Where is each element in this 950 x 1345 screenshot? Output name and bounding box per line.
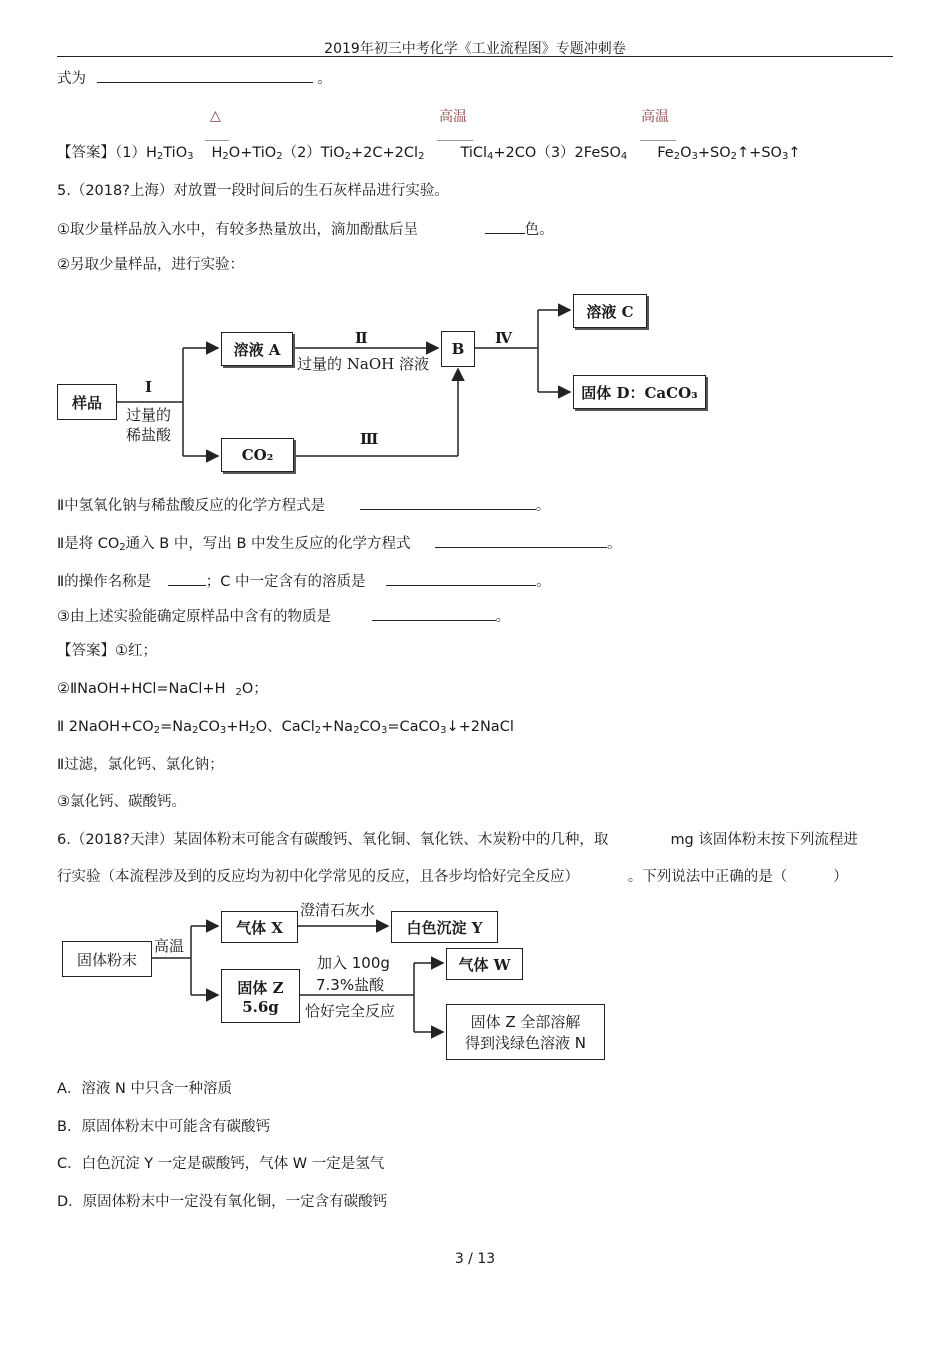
q5-question2 [57,533,622,557]
formula-text: +2C+2Cl [351,145,419,161]
q5-question3-text: Ⅱ的操作名称是 [57,574,152,590]
answer5-line2 [57,680,268,702]
formula-text: Fe [657,145,674,161]
formula-text: +H [226,719,250,735]
q6-line2 [57,868,848,886]
answer5-line3 [57,718,514,740]
subscript: 2 [353,725,360,736]
condition-high-temp: 高温 [439,109,467,125]
formula-text: O [680,145,692,161]
answer-blank [372,606,496,621]
q5-part1-text: ①取少量样品放入水中，有较多热量放出，滴加酚酞后呈 [57,222,418,238]
q5-question1 [57,495,550,515]
subscript: 4 [620,151,628,162]
q6-text: mg 该固体粉末按下列流程进 [670,832,858,848]
formula-text: O； [241,681,268,697]
solid-z-box [221,969,300,1023]
step-label: Ⅱ [355,329,368,347]
period: 。 [536,574,551,590]
formula-prefix: 式为 [57,71,86,87]
q5-part2: ②另取少量样品，进行实验： [57,257,244,273]
subscript: 3 [380,725,388,736]
step-label: Ⅰ [145,378,153,396]
answer5-line1: 【答案】①红； [57,643,157,659]
subscript: 2 [156,151,164,162]
q6-text: 行实验（本流程涉及到的反应均为初中化学常见的反应，且各步均恰好完全反应） [57,869,572,885]
formula-text: Ⅱ 2NaOH+CO [57,719,154,735]
answer-blank [168,571,206,586]
answer-blank [386,571,536,586]
formula-text: +SO [697,145,731,161]
subscript: 3 [440,725,447,736]
subscript: 2 [673,151,681,162]
formula-text: =CaCO [387,719,441,735]
formula-text: H [211,145,223,161]
solid-z-mass: 5.6g [242,997,279,1016]
formula-text: ↑ [788,145,801,161]
step-label: Ⅳ [495,329,513,347]
formula-text: O+TiO [228,145,277,161]
formula-text: =Na [160,719,192,735]
subscript: 2 [153,725,161,736]
subscript: 2 [276,151,283,162]
q5-part1-end: 色。 [524,222,554,238]
q5-question3 [57,571,551,591]
solution-n-box [446,1004,605,1060]
q6-text: 。下列说法中正确的是（ [627,869,788,885]
precipitate-y-box: 白色沉淀 Y [391,911,498,943]
subscript: 2 [249,725,256,736]
period: 。 [495,609,511,625]
step-label: Ⅲ [360,430,379,448]
period: 。 [535,498,551,514]
subscript: 2 [191,725,199,736]
acid-label-1: 加入 100g [317,954,390,972]
subscript: 2 [344,151,352,162]
subscript: 3 [187,151,194,162]
page-header-title: 2019年初三中考化学《工业流程图》专题冲刺卷 [324,41,626,57]
q6-line1 [57,831,858,849]
answer5-line5: ③氯化钙、碳酸钙。 [57,794,186,810]
sample-box: 样品 [57,384,117,420]
subscript: 3 [691,151,698,162]
q5-question4 [57,606,510,626]
gas-x-box: 气体 X [221,911,298,943]
solid-d-box: 固体 D：CaCO₃ [573,375,706,409]
answer5-line4: Ⅱ过滤，氯化钙、氯化钠； [57,757,224,773]
answer-label: 【答案】（1）H [57,145,157,161]
subscript: 2 [222,151,229,162]
option-c: C．白色沉淀 Y 一定是碳酸钙，气体 W 一定是氢气 [57,1156,385,1172]
formula-text: CO [359,719,381,735]
formula-text: CO [198,719,220,735]
q6-text: ） [833,869,848,885]
option-b: B．原固体粉末中可能含有碳酸钙 [57,1119,270,1135]
subscript: 4 [487,151,494,162]
option-a: A．溶液 N 中只含一种溶质 [57,1081,232,1097]
solution-n-line1: 固体 Z 全部溶解 [470,1013,581,1031]
period: 。 [317,71,332,87]
step-note: 稀盐酸 [126,426,172,444]
formula-text: +Na [321,719,354,735]
solution-n-line2: 得到浅绿色溶液 N [465,1034,586,1052]
limewater-label: 澄清石灰水 [300,901,376,919]
q5-question4-text: ③由上述实验能确定原样品中含有的物质是 [57,609,331,625]
subscript: 3 [781,151,789,162]
period: 。 [607,536,622,552]
q5-question2-text: Ⅱ是将 CO [57,536,120,552]
q5-question1-text: Ⅱ中氢氧化钠与稀盐酸反应的化学方程式是 [57,498,326,514]
q5-question2-text: 通入 B 中，写出 B 中发生反应的化学方程式 [125,536,411,552]
formula-text: （2）TiO [282,145,345,161]
formula-text: ↑+SO [737,145,782,161]
condition-high-temp: 高温 [641,109,669,125]
option-d: D．原固体粉末中一定没有氧化铜，一定含有碳酸钙 [57,1194,388,1210]
subscript: 3 [219,725,227,736]
q6-text: 6.（2018?天津）某固体粉末可能含有碳酸钙、氧化铜、氧化铁、木炭粉中的几种，取 [57,832,609,848]
acid-label-2: 7.3%盐酸 [316,976,385,994]
heat-label: 高温 [154,937,185,955]
solution-a-box: 溶液 A [221,332,293,366]
subscript: 2 [235,687,242,698]
formula-text: TiCl [460,145,488,161]
formula-text: +2CO（3）2FeSO [493,145,621,161]
powder-box: 固体粉末 [62,941,152,977]
solution-c-box: 溶液 C [573,294,647,328]
formula-text: O、CaCl [255,719,315,735]
b-box: B [441,331,475,367]
subscript: 2 [314,725,322,736]
formula-text: ↓+2NaCl [446,719,514,735]
q5-question3-text: ；C 中一定含有的溶质是 [205,574,366,590]
answer-blank [360,495,536,510]
subscript: 2 [119,542,126,553]
formula-text: ②ⅡNaOH+HCl=NaCl+H [57,681,226,697]
subscript: 2 [730,151,738,162]
subscript: 2 [418,151,425,162]
solid-z-label: 固体 Z [237,978,284,997]
step-note: 过量的 [126,406,172,424]
formula-text: TiO [163,145,188,161]
answer-blank [435,533,607,548]
page-number: 3 / 13 [454,1251,496,1267]
acid-label-3: 恰好完全反应 [305,1002,396,1020]
q5-title: 5.（2018?上海）对放置一段时间后的生石灰样品进行实验。 [57,183,449,199]
gas-w-box: 气体 W [446,948,523,980]
co2-box: CO₂ [221,438,294,472]
step-note: 过量的 NaOH 溶液 [297,355,429,373]
condition-heat-delta: △ [210,108,221,124]
